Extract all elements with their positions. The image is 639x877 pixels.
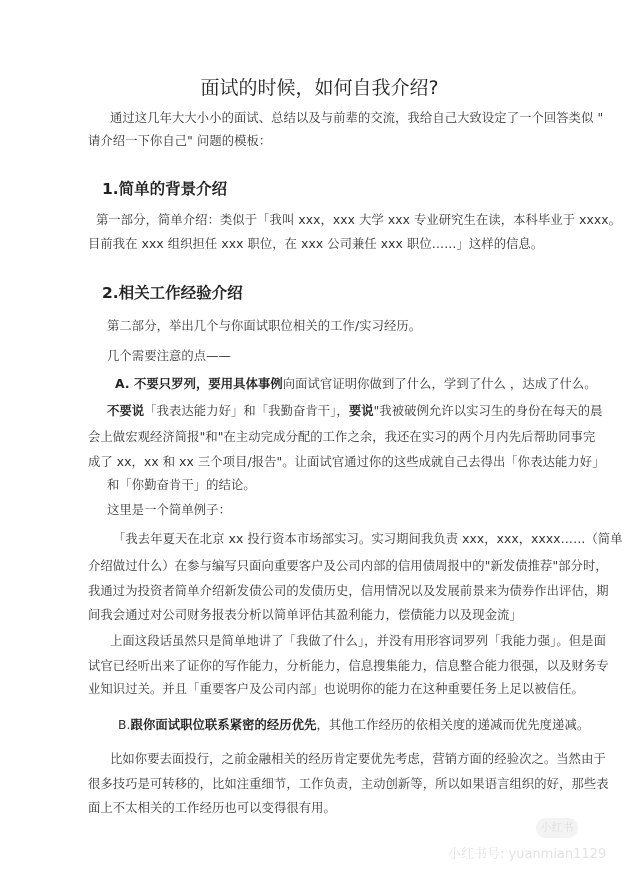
paragraph-line xyxy=(88,454,605,470)
text: 试官已经听出来了证你的写作能力，分析能力，信息搜集能力，信息整合能力很强，以及财务专 xyxy=(88,659,609,673)
text: 成了 xx，xx 和 xx 三个项目/报告"。让面试官通过你的这些成就自己去得出「你表达能力好」 xyxy=(88,455,605,469)
paragraph-line xyxy=(113,531,623,547)
text: 「我表达能力好」和「我勤奋肯干」， xyxy=(144,404,349,418)
paragraph-line xyxy=(88,236,543,252)
paragraph-line xyxy=(107,348,231,364)
text: 和「你勤奋肯干」的结论。 xyxy=(107,478,256,492)
paragraph-line xyxy=(88,607,522,623)
paragraph-line xyxy=(88,800,336,816)
bold-text: 不要说 xyxy=(107,404,145,418)
page-title: 面试的时候，如何自我介绍? xyxy=(200,77,439,99)
text: 通过这几年大大小小的面试、总结以及与前辈的交流，我给自己大致设定了一个回答类似 " xyxy=(110,111,604,125)
text: 会上做宏观经济简报"和"在主动完成分配的工作之余，我还在实习的两个月内先后帮助同事完 xyxy=(88,430,596,444)
paragraph-line xyxy=(96,212,621,228)
watermark-logo: 小红书 xyxy=(536,818,578,838)
text: 业知识过关。并且「重要客户及公司内部」也说明你的能力在这种重要任务上足以被信任。 xyxy=(88,682,584,696)
paragraph-line xyxy=(110,110,603,126)
text: 介绍做过什么）在参与编写只面向重要客户及公司内部的信用债周报中的"新发债推荐"部分时， xyxy=(88,559,608,573)
text: B. xyxy=(118,718,131,732)
paragraph-line xyxy=(88,681,584,697)
bold-text: 要说 xyxy=(348,404,374,418)
paragraph-line xyxy=(110,633,606,649)
section-heading-background: 1.简单的背景介绍 xyxy=(102,180,228,198)
paragraph-line xyxy=(88,776,609,792)
paragraph-line xyxy=(88,658,609,674)
paragraph-line xyxy=(118,717,589,733)
text: 第一部分，简单介绍：类似于「我叫 xxx，xxx 大学 xxx 专业研究生在读，本科毕业于 xxxx。 xyxy=(96,213,622,227)
paragraph-line xyxy=(115,376,597,392)
text: 面上不太相关的工作经历也可以变得很有用。 xyxy=(88,801,336,815)
paragraph-line xyxy=(107,403,603,419)
paragraph-line xyxy=(88,558,608,574)
text: 「我去年夏天在北京 xx 投行资本市场部实习。实习期间我负责 xxx，xxx，xxxx……（简单 xyxy=(113,532,623,546)
section-heading-experience: 2.相关工作经验介绍 xyxy=(102,284,243,302)
paragraph-line xyxy=(107,318,421,334)
paragraph-line xyxy=(110,751,606,767)
text: 第二部分，举出几个与你面试职位相关的工作/实习经历。 xyxy=(107,319,422,333)
text: 比如你要去面投行，之前金融相关的经历肯定要优先考虑，营销方面的经验次之。当然由于 xyxy=(110,752,606,766)
text: 我通过为投资者简单介绍新发债公司的发债历史，信用情况以及发展前景来为债券作出评估，期 xyxy=(88,584,609,598)
paragraph-line xyxy=(88,583,609,599)
watermark-account: 小红书号: yuanmian1129 xyxy=(448,847,607,862)
paragraph-line xyxy=(88,429,595,445)
text: 目前我在 xxx 组织担任 xxx 职位，在 xxx 公司兼任 xxx 职位……」这样的信息。 xyxy=(88,237,544,251)
paragraph-line xyxy=(88,133,271,149)
paragraph-line xyxy=(107,502,231,518)
text: 上面这段话虽然只是简单地讲了「我做了什么」，并没有用形容词罗列「我能力强」。但是面 xyxy=(110,634,606,648)
text: ，其他工作经历的依相关度的递减而优先度递减。 xyxy=(316,718,590,732)
text: 这里是一个简单例子： xyxy=(107,503,231,517)
bold-text: A. 不要只罗列，要用具体事例 xyxy=(115,377,283,391)
text: 间我会通过对公司财务报表分析以简单评估其盈利能力，偿债能力以及现金流」 xyxy=(88,608,522,622)
text: 很多技巧是可转移的，比如注重细节，工作负责，主动创新等，所以如果语言组织的好，那些表 xyxy=(88,777,609,791)
paragraph-line xyxy=(107,477,256,493)
text: 请介绍一下你自己" 问题的模板： xyxy=(88,134,272,148)
text: 几个需要注意的点—— xyxy=(107,349,231,363)
text: 向面试官证明你做到了什么，学到了什么 ，达成了什么。 xyxy=(282,377,597,391)
bold-text: 跟你面试职位联系紧密的经历优先 xyxy=(130,718,317,732)
text: "我被破例允许以实习生的身份在每天的晨 xyxy=(373,404,603,418)
